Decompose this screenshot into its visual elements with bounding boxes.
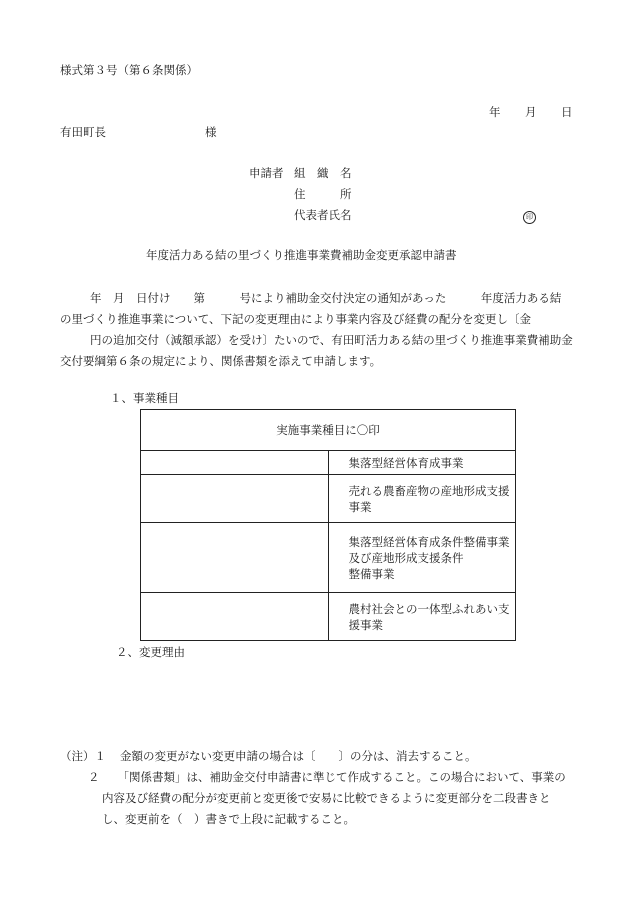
mark-cell[interactable] [141,451,329,475]
note-2 [60,767,580,788]
project-type-label: 売れる農畜産物の産地形成支援事業 [328,475,516,523]
note-1-text: 金額の変更がない変更申請の場合は〔 〕の分は、消去すること。 [120,749,477,763]
recipient-name: 有田町長 [60,125,106,139]
document-title: 年度活力ある結の里づくり推進事業費補助金変更承認申請書 [146,248,457,262]
note-prefix: （注）１ [60,749,106,763]
note-2-line-1: 「関係書類」は、補助金交付申請書に準じて作成すること。この場合において、事業の [117,770,566,784]
note-2-line-2: 内容及び経費の配分が変更前と変更後で安易に比較できるように変更部分を二段書きと [102,791,551,805]
seal-label: 印 [523,211,536,224]
note-2-number: ２ [88,770,100,784]
notes [60,746,580,830]
project-type-label [328,522,516,593]
seal-mark-icon [523,209,536,224]
table-header: 実施事業種目に〇印 [141,410,516,451]
date-year-label: 年 [489,105,501,119]
section2-heading: ２、変更理由 [116,645,185,659]
body-paragraph [60,288,580,372]
note-1 [60,746,580,767]
date-day-label: 日 [561,105,573,119]
body-line-1: 年 月 日付け 第 号により補助金交付決定の通知があった 年度活力ある結 [90,291,562,305]
project-type-label-line: 集落型経営体育成条件整備事業及び産地形成支援条件 [348,534,510,565]
body-line-4: 交付要綱第６条の規定により、関係書類を添えて申請します。 [60,354,382,368]
applicant-rep-label: 代表者氏名 [294,208,352,222]
mark-cell[interactable] [141,593,329,641]
form-id: 様式第３号（第６条関係） [60,63,198,77]
mark-cell[interactable] [141,522,329,593]
recipient-honorific: 様 [205,125,217,139]
project-type-table [140,409,516,641]
applicant-label: 申請者 [249,166,284,180]
project-type-label: 集落型経営体育成事業 [328,451,516,475]
project-type-label: 農村社会との一体型ふれあい支援事業 [328,593,516,641]
body-line-2: の里づくり推進事業について、下記の変更理由により事業内容及び経費の配分を変更し〔金 [60,312,532,326]
mark-cell[interactable] [141,475,329,523]
project-type-label-line: 整備事業 [348,566,395,581]
body-line-3: 円の追加交付（減額承認）を受け〕たいので、有田町活力ある結の里づくり推進事業費補助金 [90,333,573,347]
applicant-address-label: 住 所 [294,187,352,201]
date-month-label: 月 [525,105,537,119]
section1-heading: １、事業種目 [110,391,179,405]
note-2-line-3: し、変更前を（ ）書きで上段に記載すること。 [102,812,355,826]
applicant-org-label: 組 織 名 [294,166,352,180]
